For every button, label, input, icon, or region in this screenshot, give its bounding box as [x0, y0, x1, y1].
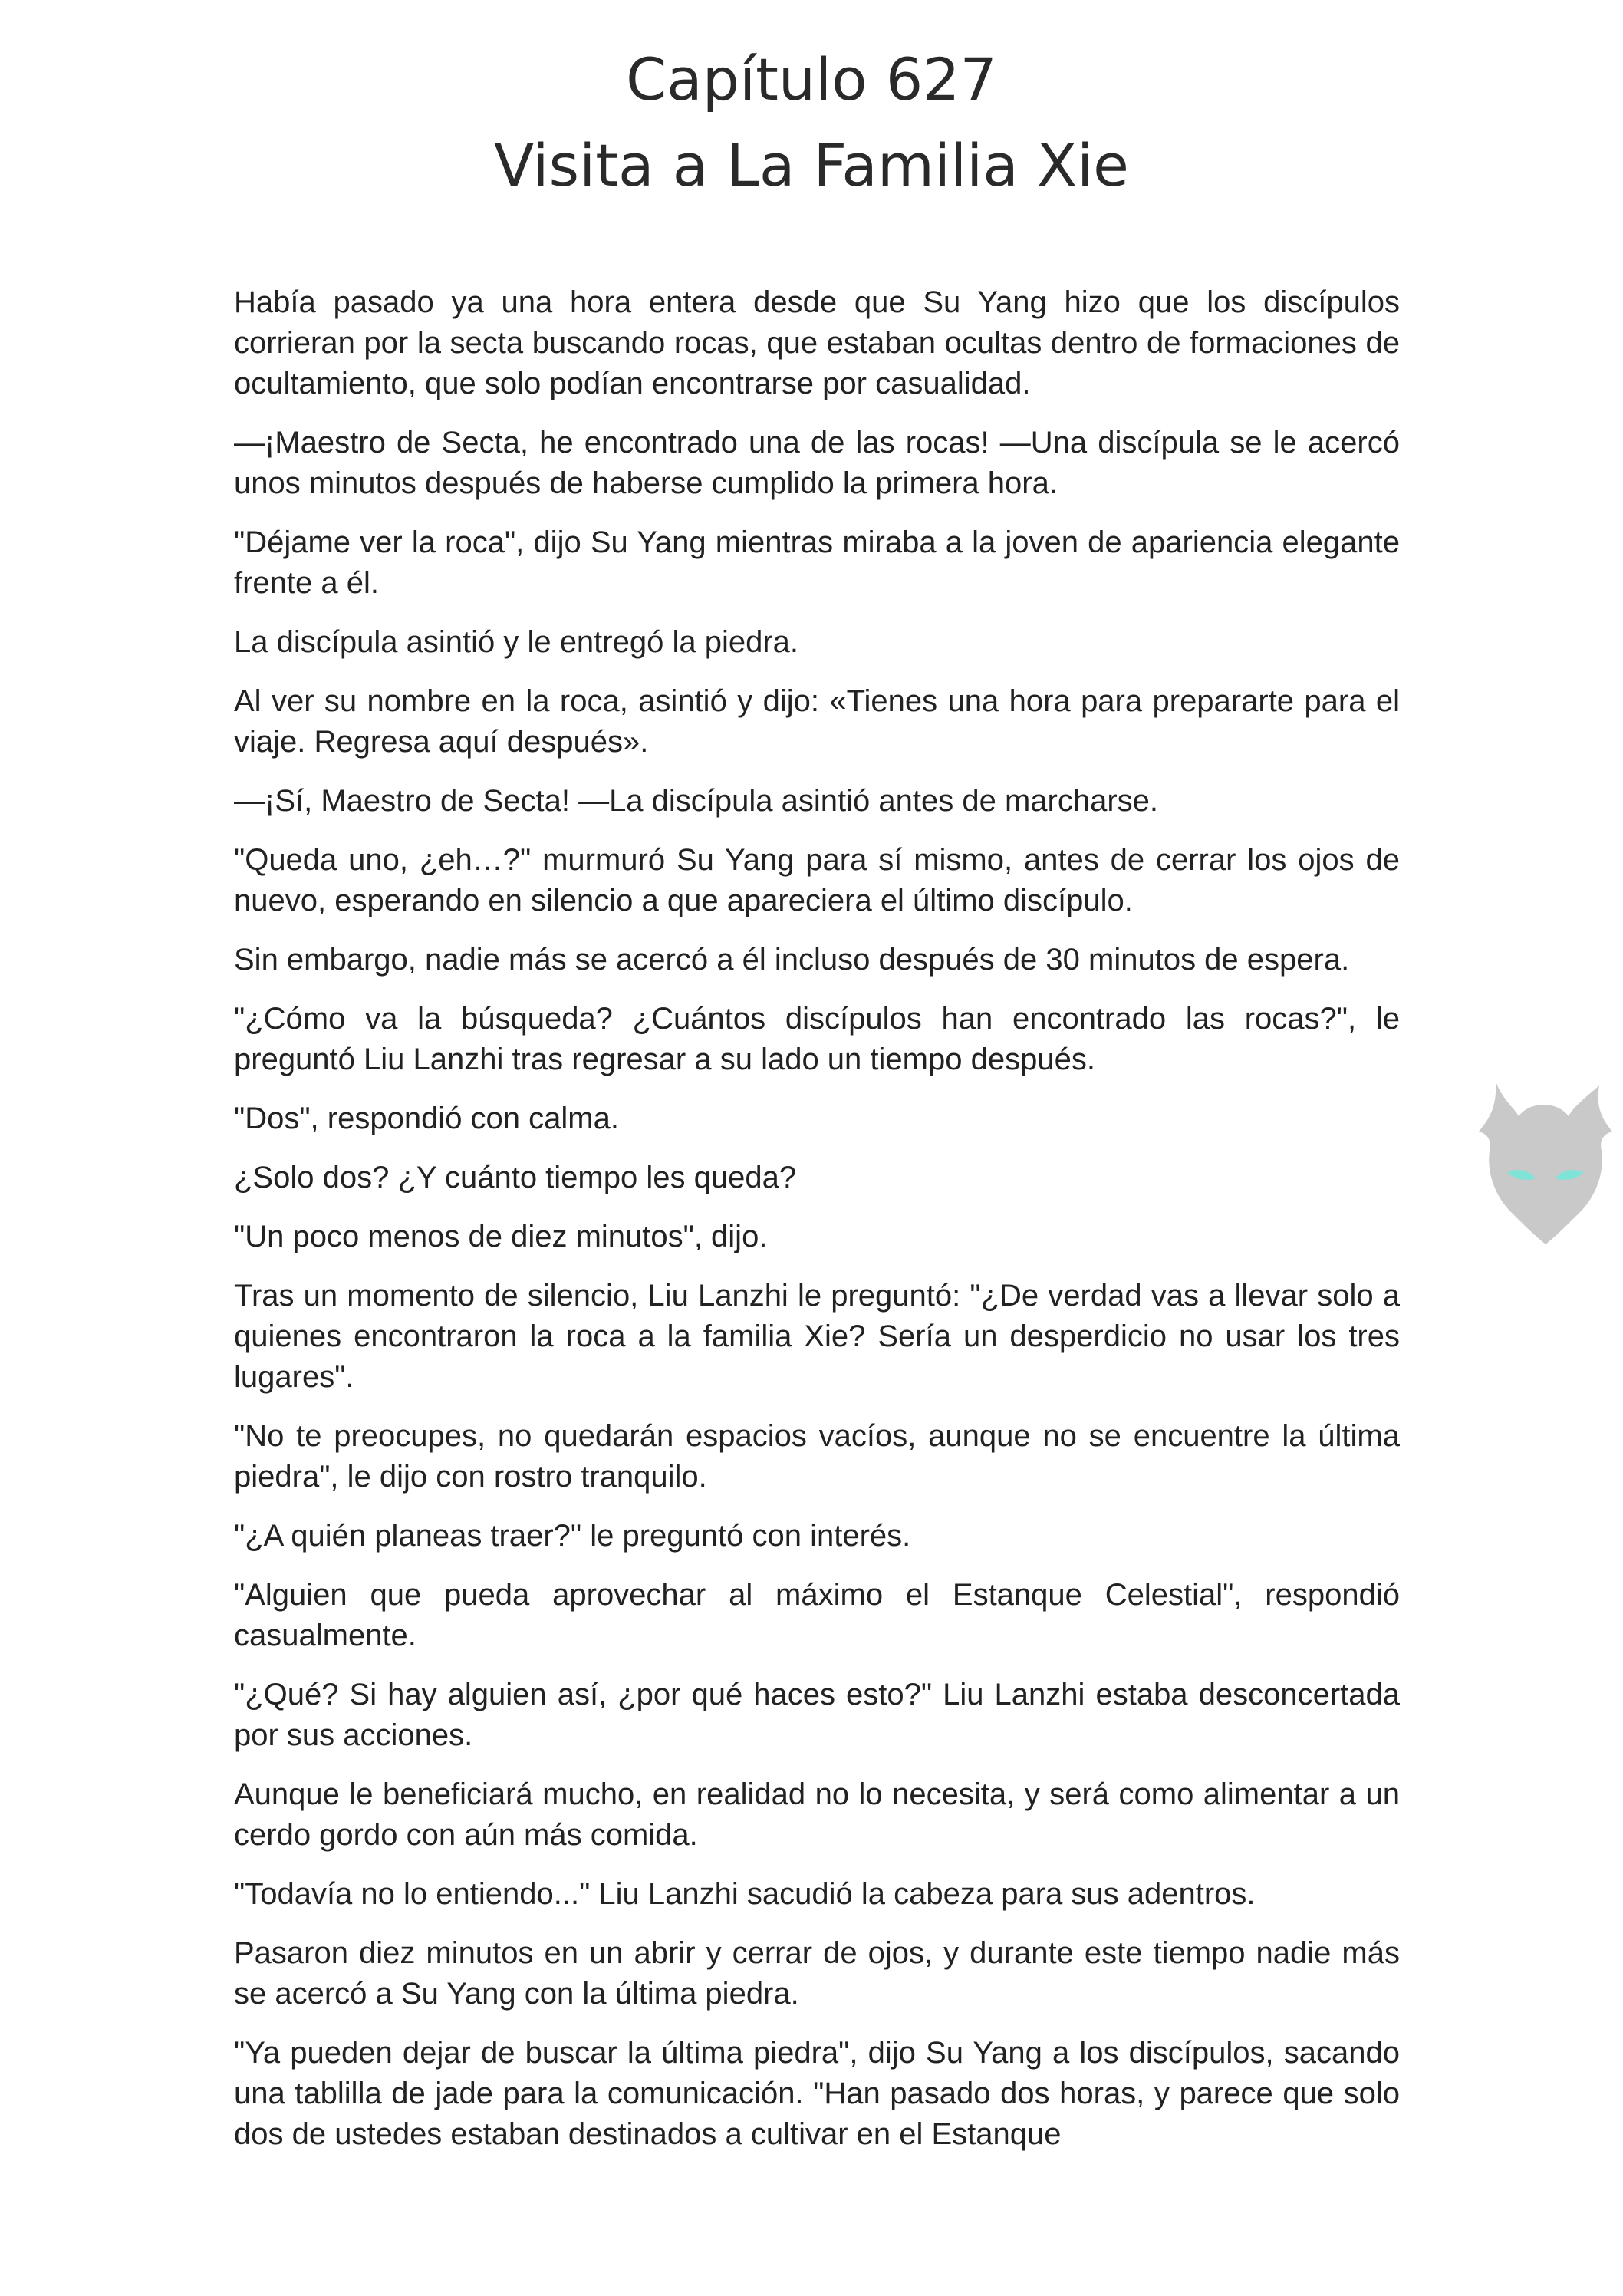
paragraph: Pasaron diez minutos en un abrir y cerrar de ojos, y durante este tiempo nadie más se acercó a Su Yang con la última piedra.	[234, 1936, 1400, 2011]
paragraph: "Alguien que pueda aprovechar al máximo el Estanque Celestial", respondió casualmente.	[234, 1578, 1400, 1652]
paragraph: Aunque le beneficiará mucho, en realidad no lo necesita, y será como alimentar a un cerdo gordo con aún más comida.	[234, 1777, 1400, 1852]
demon-head-shape	[1479, 1082, 1612, 1244]
paragraph: "Ya pueden dejar de buscar la última piedra", dijo Su Yang a los discípulos, sacando una tablilla de jade para la comunicación. "Han pasado dos horas, y parece que solo dos de ustedes estaban destinados a cultivar en el Estanque	[234, 2036, 1400, 2151]
paragraph: Al ver su nombre en la roca, asintió y dijo: «Tienes una hora para prepararte para el viaje. Regresa aquí después».	[234, 684, 1400, 759]
paragraph: ¿Solo dos? ¿Y cuánto tiempo les queda?	[234, 1161, 797, 1194]
paragraph: Había pasado ya una hora entera desde que Su Yang hizo que los discípulos corrieran por la secta buscando rocas, que estaban ocultas dentro de formaciones de ocultamiento, que solo podían encontrarse por casualidad.	[234, 285, 1400, 400]
paragraph: —¡Maestro de Secta, he encontrado una de las rocas! —Una discípula se le acercó unos minutos después de haberse cumplido la primera hora.	[234, 426, 1400, 500]
paragraph: Sin embargo, nadie más se acercó a él incluso después de 30 minutos de espera.	[234, 943, 1350, 977]
paragraph: "Todavía no lo entiendo..." Liu Lanzhi sacudió la cabeza para sus adentros.	[234, 1877, 1256, 1911]
paragraph: "Dos", respondió con calma.	[234, 1102, 619, 1135]
paragraph: Tras un momento de silencio, Liu Lanzhi le preguntó: "¿De verdad vas a llevar solo a quienes encontraron la roca a la familia Xie? Sería un desperdicio no usar los tres lugares".	[234, 1279, 1400, 1394]
chapter-title: Visita a La Familia Xie	[494, 131, 1129, 199]
paragraph: "¿Qué? Si hay alguien así, ¿por qué haces esto?" Liu Lanzhi estaba desconcertada por sus acciones.	[234, 1678, 1400, 1752]
paragraph: "Queda uno, ¿eh…?" murmuró Su Yang para sí mismo, antes de cerrar los ojos de nuevo, esperando en silencio a que apareciera el último discípulo.	[234, 843, 1400, 917]
demon-head-icon	[1473, 1074, 1618, 1250]
paragraph: "¿A quién planeas traer?" le preguntó con interés.	[234, 1519, 911, 1553]
chapter-heading	[0, 37, 1623, 209]
paragraph: "Déjame ver la roca", dijo Su Yang mientras miraba a la joven de apariencia elegante frente a él.	[234, 525, 1400, 600]
chapter-body	[234, 282, 1400, 2173]
paragraph: "Un poco menos de diez minutos", dijo.	[234, 1220, 768, 1253]
paragraph: La discípula asintió y le entregó la piedra.	[234, 625, 799, 659]
chapter-number: Capítulo 627	[626, 45, 997, 114]
paragraph: "No te preocupes, no quedarán espacios vacíos, aunque no se encuentre la última piedra", le dijo con rostro tranquilo.	[234, 1419, 1400, 1494]
paragraph: "¿Cómo va la búsqueda? ¿Cuántos discípulos han encontrado las rocas?", le preguntó Liu Lanzhi tras regresar a su lado un tiempo después.	[234, 1002, 1400, 1076]
paragraph: —¡Sí, Maestro de Secta! —La discípula asintió antes de marcharse.	[234, 784, 1159, 818]
